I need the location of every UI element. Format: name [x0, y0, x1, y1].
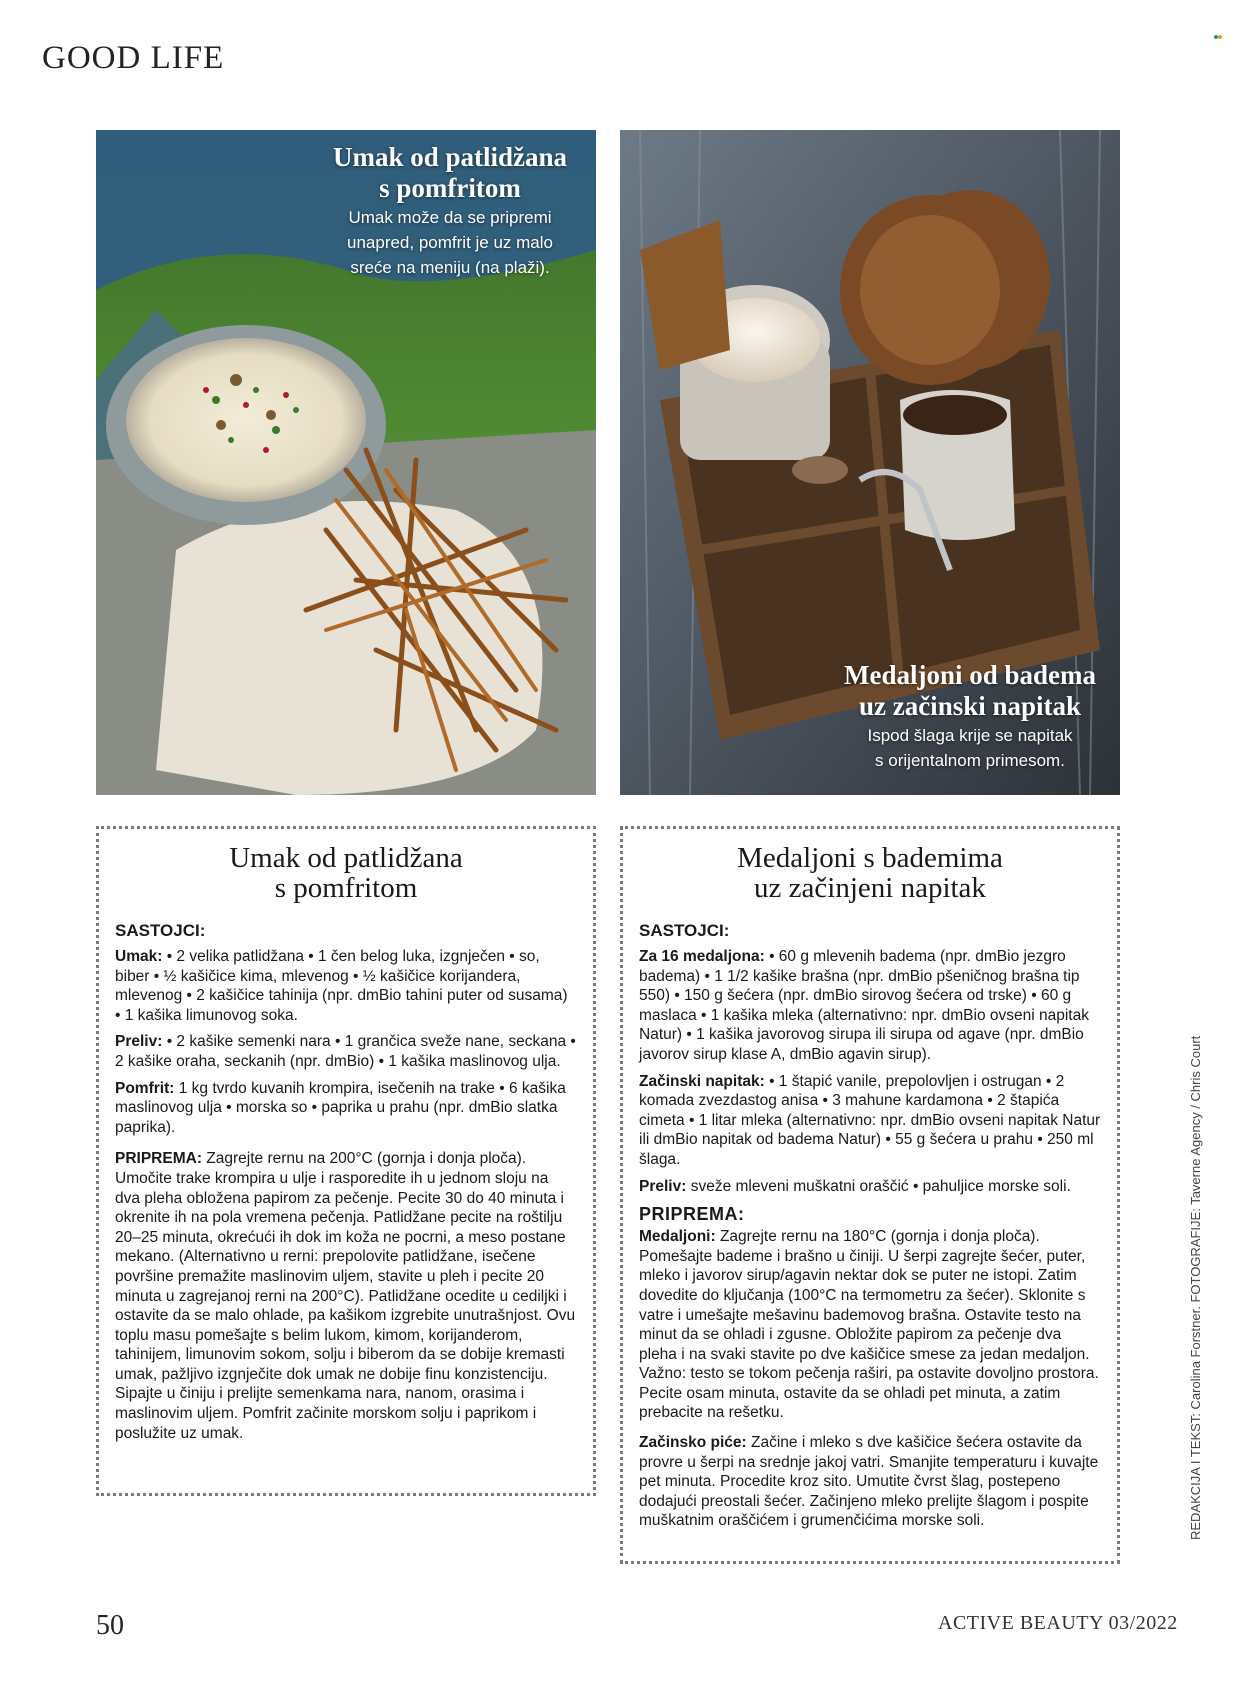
photo-left-text-line1: Umak može da se pripremi: [348, 208, 552, 227]
recipe1-preliv-label: Preliv:: [115, 1033, 163, 1051]
recipe2-ingredients-heading: SASTOJCI:: [639, 921, 730, 940]
photo-right-text-line2: s orijentalnom primesom.: [875, 751, 1065, 770]
recipe1-preliv-text: • 2 kašike semenki nara • 1 grančica sveže nane, seckana • 2 kašike oraha, seckanih (npr. dmBio) • 1 kašika maslinovog ulja.: [115, 1033, 576, 1070]
recipe1-preparation: [115, 1149, 577, 1443]
photo-right-text-line1: Ispod šlaga krije se napitak: [867, 726, 1073, 745]
recipe2-prep-heading: PRIPREMA:: [639, 1204, 745, 1225]
photo-left-text-line3: sreće na meniju (na plaži).: [350, 258, 550, 277]
recipe1-ingredients-heading: SASTOJCI:: [115, 921, 206, 940]
section-title: GOOD LIFE: [42, 40, 225, 76]
recipe2-napitak-label: Začinski napitak:: [639, 1072, 765, 1090]
photo-left-title-line1: Umak od patlidžana: [332, 142, 568, 172]
photo-left-text-line2: unapred, pomfrit je uz malo: [347, 233, 553, 252]
page-number: 50: [96, 1610, 124, 1641]
recipe2-preliv-label: Preliv:: [639, 1177, 687, 1195]
photo-right-title-line1: Medaljoni od badema: [843, 660, 1097, 690]
recipe2-title: [639, 843, 1101, 903]
recipe1-title: [115, 843, 577, 903]
recipe1-umak-label: Umak:: [115, 948, 163, 965]
photo-credits: REDAKCIJA I TEKST: Carolina Forstner. FOTOGRAFIJE: Taverne Agency / Chris Court: [1188, 1035, 1203, 1540]
recipe1-umak-text: • 2 velika patlidžana • 1 čen belog luka, izgnječen • so, biber • ½ kašičice kima, mlevenog • ½ kašičice korijandera, mlevenog • 2 kašičice tahinija (npr. dmBio tahini puter od susama) • 1 kašika limunovog soka.: [115, 948, 568, 1024]
recipe2-prep-pice: [639, 1433, 1101, 1531]
recipe2-medaljoni-text: • 60 g mlevenih badema (npr. dmBio jezgro badema) • 1 1/2 kašike brašna (npr. dmBio pšeničnog brašna tip 550) • 150 g šećera (npr. dmBio sirovog šećera od trske) • 60 g maslaca • 1 kašika mleka (alternativno: npr. dmBio ovseni napitak Natur) • 1 kašika javorovog sirupa ili sirupa od agave (npr. dmBio javorov sirup klase A, dmBio agavin sirup).: [639, 948, 1089, 1063]
recipe2-prep-medaljoni-text: Zagrejte rernu na 180°C (gornja i donja ploča). Pomešajte bademe i brašno u činiji. U šerpi zagrejte šećer, puter, mleko i javorov sirup/agavin nektar dok se puter ne istopi. Zatim dovedite do ključanja (100°C na termometru za šećer). Sklonite s vatre i umešajte mešavinu bademovog brašna. Ostavite testo na minut da se ohladi i zgusne. Obložite papirom za pečenje dva pleha i na svaki stavite po dve kašičice smese za jedan medaljon. Važno: testo se tokom pečenja raširi, pa ostavite dovoljno prostora. Pecite osam minuta, ostavite da se ohladi pet minuta, a zatim prebacite na rešetku.: [639, 1228, 1099, 1422]
recipe1-umak: [115, 947, 577, 1025]
photo-left-title-line2: s pomfritom: [379, 173, 521, 203]
recipe2-title-line2: uz začinjeni napitak: [754, 872, 986, 904]
magazine-issue: ACTIVE BEAUTY 03/2022: [938, 1612, 1178, 1634]
recipe2-medaljoni-label: Za 16 medaljona:: [639, 948, 765, 965]
recipe1-preliv: [115, 1032, 577, 1071]
recipe1-pomfrit-label: Pomfrit:: [115, 1079, 175, 1097]
photo-right-title-line2: uz začinski napitak: [858, 691, 1082, 721]
recipe2-medaljoni: [639, 947, 1101, 1065]
photo-left-caption: [310, 142, 590, 279]
recipe-box-medallions: [620, 826, 1120, 1564]
recipe1-title-line1: Umak od patlidžana: [229, 842, 463, 874]
recipe1-pomfrit: [115, 1079, 577, 1138]
recipe1-prep-text: Zagrejte rernu na 200°C (gornja i donja ploča). Umočite trake krompira u ulje i rasporedite ih u jednom sloju na dva pleha obložena papirom za pečenje. Pecite 30 do 40 minuta i okrenite ih na pola vremena pečenja. Patlidžane pecite na roštilju 20–25 minuta, okrećući ih dok im koža ne pocrni, a meso postane mekano. (Alternativno u rerni: prepolovite patlidžane, isečene površine premažite maslinovim uljem, stavite u pleh i pecite 20 minuta u zagrejanoj rerni na 200°C). Patlidžane ocedite u cediljki i ostavite da se malo ohlade, pa kašikom izgrebite unutrašnjost. Ovu toplu masu pomešajte s belim lukom, kimom, korijanderom, tahinijem, limunovim sokom, solju i biberom da se dobije kremasti umak, pažljivo izgnječite dok umak ne dobije finu konzistenciju. Sipajte u činiju i prelijte semenkama nara, nanom, orasima i maslinovim uljem. Pomfrit začinite morskom solju i paprikom i poslužite uz umak.: [115, 1150, 576, 1442]
corner-mark-icon: [1213, 33, 1223, 41]
recipe-box-eggplant: [96, 826, 596, 1496]
recipe2-napitak-text: • 1 štapić vanile, prepolovljen i ostrugan • 2 komada zvezdastog anisa • 3 mahune kardamona • 2 štapića cimeta • 1 litar mleka (alternativno: npr. dmBio ovseni napitak Natur ili dmBio napitak od badema Natur) • 55 g šećera u prahu • 250 ml šlaga.: [639, 1072, 1101, 1168]
recipe2-preliv-text: sveže mleveni muškatni oraščić • pahuljice morske soli.: [690, 1177, 1071, 1195]
recipe2-title-line1: Medaljoni s bademima: [737, 842, 1003, 874]
recipe2-preliv: [639, 1177, 1101, 1197]
recipe2-prep-medaljoni: [639, 1227, 1101, 1423]
recipe2-prep-medaljoni-label: Medaljoni:: [639, 1228, 716, 1246]
recipe1-prep-label: PRIPREMA:: [115, 1150, 202, 1168]
recipe2-prep-pice-text: Začine i mleko s dve kašičice šećera ostavite da provre u šerpi na srednje jakoj vatri. Smanjite temperaturu i kuvajte pet minuta. Procedite kroz sito. Umutite čvrst šlag, postepeno dodajući preostali šećer. Začinjeno mleko prelijte šlagom i pospite muškatnim oraščićem i grumenčićima morske soli.: [639, 1434, 1099, 1530]
photo-right-caption: [830, 660, 1110, 772]
recipe1-pomfrit-text: 1 kg tvrdo kuvanih krompira, isečenih na trake • 6 kašika maslinovog ulja • morska so • paprika u prahu (npr. dmBio slatka paprika).: [115, 1079, 566, 1136]
recipe2-napitak: [639, 1072, 1101, 1170]
recipe2-prep-pice-label: Začinsko piće:: [639, 1434, 747, 1452]
recipe1-title-line2: s pomfritom: [274, 872, 418, 904]
